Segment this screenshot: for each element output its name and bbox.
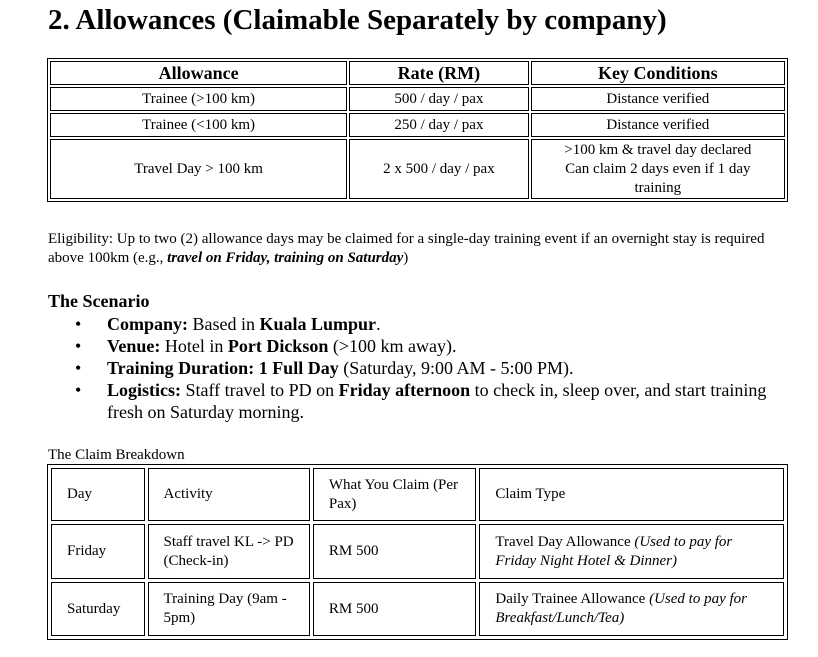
cell-claim: RM 500 <box>313 582 476 636</box>
item-text: (>100 km away). <box>328 336 457 356</box>
eligibility-example: travel on Friday, training on Saturday <box>167 250 404 266</box>
claim-type-note: (Used to pay for Friday Night Hotel & Dinner) <box>495 533 733 569</box>
header-day: Day <box>51 468 145 521</box>
cell-claim: RM 500 <box>313 524 476 579</box>
cell-rate: 2 x 500 / day / pax <box>349 139 528 199</box>
item-highlight: Port Dickson <box>227 336 329 356</box>
claim-caption: The Claim Breakdown <box>48 447 185 463</box>
header-conditions: Key Conditions <box>531 61 785 85</box>
cell-conditions: Distance verified <box>531 113 785 137</box>
cell-allowance: Trainee (<100 km) <box>50 113 347 137</box>
table-row <box>50 139 785 199</box>
cell-conditions <box>531 139 785 199</box>
item-highlight: Friday afternoon <box>338 380 471 400</box>
cell-allowance: Travel Day > 100 km <box>50 139 347 199</box>
header-claim-type: Claim Type <box>479 468 784 521</box>
list-item <box>48 335 788 357</box>
item-text: Hotel in <box>160 336 228 356</box>
item-text: Staff travel to PD on <box>181 380 339 400</box>
cell-rate: 500 / day / pax <box>349 87 528 111</box>
condition-line: Can claim 2 days even if 1 day <box>565 160 751 177</box>
cell-activity: Training Day (9am - 5pm) <box>148 582 310 636</box>
table-row <box>51 582 784 636</box>
header-activity: Activity <box>148 468 310 521</box>
table-row <box>50 113 785 137</box>
cell-activity: Staff travel KL -> PD (Check-in) <box>148 524 310 579</box>
scenario-title: The Scenario <box>48 291 150 311</box>
table-row <box>51 524 784 579</box>
list-item <box>48 357 788 379</box>
list-item <box>48 313 788 335</box>
table-header-row <box>50 61 785 85</box>
item-highlight: Kuala Lumpur <box>259 314 377 334</box>
cell-conditions: Distance verified <box>531 87 785 111</box>
bullet-icon: • <box>75 336 82 356</box>
item-text: (Saturday, 9:00 AM - 5:00 PM). <box>338 358 574 378</box>
item-key: Venue: <box>107 336 161 356</box>
cell-claim-type <box>479 582 784 636</box>
cell-claim-type <box>479 524 784 579</box>
cell-rate: 250 / day / pax <box>349 113 528 137</box>
cell-allowance: Trainee (>100 km) <box>50 87 347 111</box>
claim-type-label: Daily Trainee Allowance <box>495 591 650 607</box>
claim-type-note: (Used to pay for Breakfast/Lunch/Tea) <box>495 591 747 626</box>
bullet-icon: • <box>75 380 82 400</box>
item-text: . <box>376 314 381 334</box>
item-key: Training Duration: <box>107 358 255 378</box>
table-header-row <box>51 468 784 521</box>
item-text: Based in <box>188 314 260 334</box>
allowances-table <box>47 58 788 202</box>
bullet-icon: • <box>75 314 82 334</box>
page-title: 2. Allowances (Claimable Separately by company) <box>48 4 667 36</box>
scenario-list <box>48 313 788 423</box>
item-key: Company: <box>107 314 189 334</box>
claim-type-label: Travel Day Allowance <box>495 533 635 550</box>
cell-day: Saturday <box>51 582 145 636</box>
condition-line: training <box>634 179 682 196</box>
header-rate: Rate (RM) <box>349 61 528 85</box>
item-key: Logistics: <box>107 380 181 400</box>
table-row <box>50 87 785 111</box>
item-highlight: 1 Full Day <box>258 358 339 378</box>
header-claim: What You Claim (Per Pax) <box>313 468 476 521</box>
eligibility-suffix: ) <box>403 250 409 266</box>
condition-line: >100 km & travel day declared <box>564 141 752 158</box>
eligibility-note <box>48 230 788 268</box>
header-allowance: Allowance <box>50 61 347 85</box>
cell-day: Friday <box>51 524 145 579</box>
claim-table <box>47 464 788 640</box>
bullet-icon: • <box>75 358 82 378</box>
item-text: to check in, sleep over, and start training fresh on Saturday morning. <box>107 380 767 422</box>
eligibility-text: Eligibility: Up to two (2) allowance days may be claimed for a single-day training event if an overnight stay is required above 100km (e.g., <box>48 231 765 266</box>
list-item <box>48 379 788 423</box>
